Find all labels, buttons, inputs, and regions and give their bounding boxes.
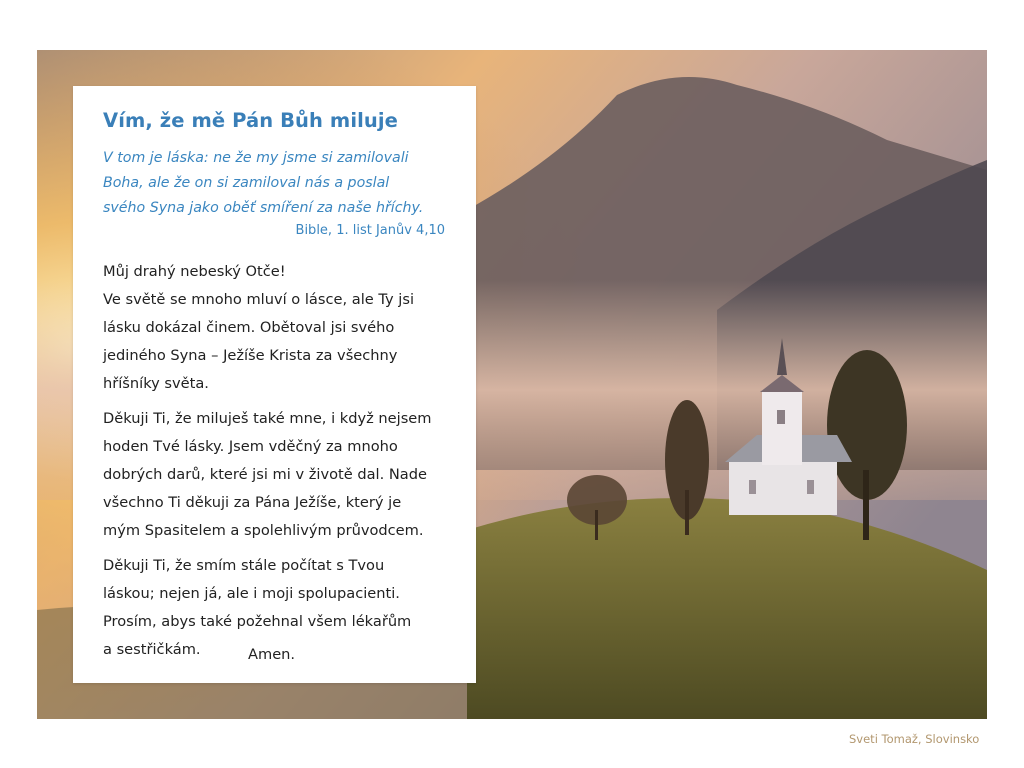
prayer-line: mým Spasitelem a spolehlivým průvodcem. (103, 522, 424, 539)
prayer-line: všechno Ti děkuji za Pána Ježíše, který je (103, 494, 402, 511)
prayer-line: hříšníky světa. (103, 375, 209, 392)
prayer-card (73, 86, 476, 683)
card-title: Vím, že mě Pán Bůh miluje (103, 109, 398, 132)
paragraph-1 (103, 286, 468, 398)
greeting: Můj drahý nebeský Otče! (103, 263, 286, 280)
prayer-line: láskou; nejen já, ale i moji spolupacienti. (103, 585, 400, 602)
prayer-line: dobrých darů, které jsi mi v životě dal. Nade (103, 466, 427, 483)
verse-line: svého Syna jako oběť smíření za naše hříchy. (103, 200, 424, 216)
verse-reference: Bible, 1. list Janův 4,10 (295, 223, 445, 238)
prayer-line: Děkuji Ti, že smím stále počítat s Tvou (103, 557, 385, 574)
photo-caption: Sveti Tomaž, Slovinsko (849, 732, 980, 746)
prayer-line: Ve světě se mnoho mluví o lásce, ale Ty jsi (103, 291, 414, 308)
bible-verse (103, 146, 458, 221)
closing-amen: Amen. (248, 646, 296, 663)
prayer-line: lásku dokázal činem. Obětoval jsi svého (103, 319, 395, 336)
verse-line: V tom je láska: ne že my jsme si zamilovali (103, 150, 409, 166)
paragraph-2 (103, 405, 468, 545)
prayer-line: a sestřičkám. (103, 641, 201, 658)
prayer-line: jediného Syna – Ježíše Krista za všechny (103, 347, 398, 364)
prayer-line: hoden Tvé lásky. Jsem vděčný za mnoho (103, 438, 398, 455)
prayer-line: Prosím, abys také požehnal všem lékařům (103, 613, 412, 630)
verse-line: Boha, ale že on si zamiloval nás a poslal (103, 175, 390, 191)
prayer-text (103, 258, 468, 664)
prayer-line: Děkuji Ti, že miluješ také mne, i když nejsem (103, 410, 432, 427)
